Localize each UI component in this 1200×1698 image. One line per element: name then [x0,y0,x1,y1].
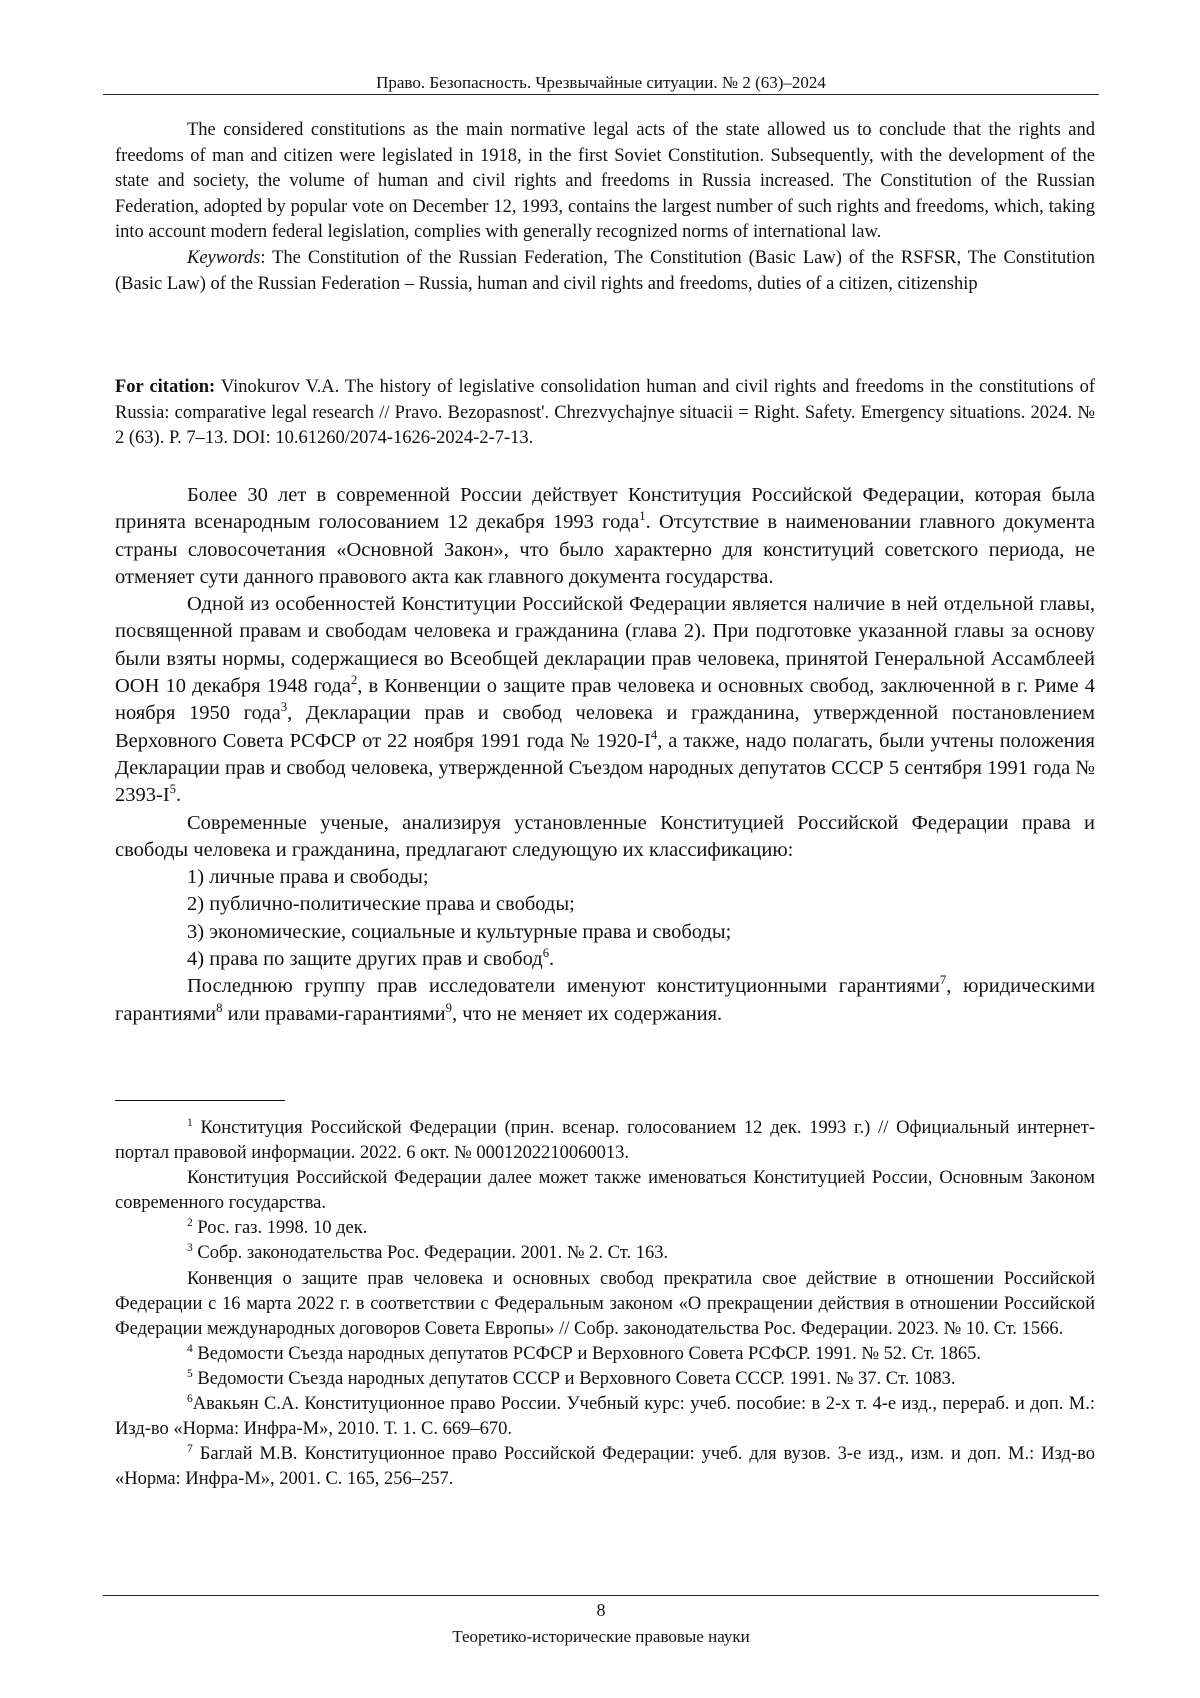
footnote-number: 5 [187,1367,193,1380]
list-item: 3) экономические, социальные и культурные права и свободы; [187,920,732,943]
footnote-number: 6 [187,1392,193,1405]
running-footer: Теоретико-исторические правовые науки [452,1627,750,1646]
footnote-4 [115,1342,1095,1367]
citation-paragraph [115,375,1095,452]
citation-label: For citation: [115,377,216,397]
footnote-text: Ведомости Съезда народных депутатов СССР и Верховного Совета СССР. 1991. № 37. Ст. 1083. [192,1368,956,1389]
list-item [115,946,1095,973]
footnote-text: Рос. газ. 1998. 10 дек. [192,1218,368,1239]
footnote-1 [115,1116,1095,1166]
footnote-text: Конституция Российской Федерации (прин. всенар. голосованием 12 дек. 1993 г.) // Официальный интернет-портал правовой информации. 2022. 6 окт. № 0001202210060013. [115,1118,1095,1164]
body-text: Более 30 лет в современной России действует Конституция Российской Федерации, которая была принята всенародным голосованием 12 декабря 1993 года [115,484,1095,534]
footnote-ref-9: 9 [445,1000,453,1015]
footnote-text: Собр. законодательства Рос. Федерации. 2001. № 2. Ст. 163. [192,1243,669,1264]
footnote-number: 2 [187,1217,193,1230]
body-paragraph-1 [115,482,1095,591]
page-number: 8 [596,1600,606,1620]
footnote-3 [115,1241,1095,1266]
footer-rule [103,1595,1099,1596]
footnote-number: 4 [187,1342,193,1355]
footnote-ref-8: 8 [216,1000,223,1015]
body-text: 4) права по защите других прав и свобод [187,948,543,971]
article-body [115,482,1095,1028]
body-text: . [549,948,555,971]
footnote-ref-6: 6 [542,946,550,961]
list-item: 1) личные права и свободы; [187,866,429,889]
footnote-ref-7: 7 [939,973,947,988]
body-text: . Отсутствие в наименовании главного документа страны словосочетания «Основной Закон», что было характерно для конституций советского периода, не отменяет сути данного правового акта как главного документа государства. [115,511,1096,588]
footnote-number: 3 [187,1242,193,1255]
footnote-2 [115,1216,1095,1241]
footnotes-section [115,1116,1095,1492]
footnote-7 [115,1442,1095,1492]
body-paragraph-3: Современные ученые, анализируя установленные Конституцией Российской Федерации права и свободы человека и гражданина, предлагают следующую их классификацию: [115,811,1095,861]
abstract-section [115,118,1095,297]
footnote-number: 7 [187,1443,193,1456]
footnote-5 [115,1367,1095,1392]
footnote-ref-3: 3 [280,700,288,715]
footnote-text: Баглай М.В. Конституционное право Российской Федерации: учеб. для вузов. 3-е изд., изм. и доп. М.: Изд-во «Норма: Инфра-М», 2001. С. 165, 256–257. [115,1444,1095,1490]
body-paragraph-2 [115,591,1095,809]
footnote-ref-2: 2 [350,673,358,688]
footnote-ref-1: 1 [639,509,646,524]
body-text: , что не меняет их содержания. [452,1002,723,1025]
list-item: 2) публично-политические права и свободы; [187,893,575,916]
footnote-1-continued: Конституция Российской Федерации далее может также именоваться Конституцией России, Основным Законом современного государства. [115,1168,1095,1214]
body-text: Одной из особенностей Конституции Российской Федерации является наличие в ней отдельной главы, посвященной правам и свободам человека и гражданина (глава 2). При подготовке указанной главы за основу были взяты нормы, содержащиеся во Всеобщей декларации прав человека, принятой Генеральной Ассамблеей ООН 10 декабря 1948 года [115,593,1095,698]
keywords-text: : The Constitution of the Russian Federation, The Constitution (Basic Law) of the RSFSR, The Constitution (Basic Law) of the Russian Federation – Russia, human and civil rights and freedoms, duties of a citizen, citizenship [115,247,1095,294]
footnote-ref-4: 4 [650,727,658,742]
keywords-label: Keywords [187,247,261,268]
abstract-paragraph: The considered constitutions as the main normative legal acts of the state allowed us to conclude that the rights and freedoms of man and citizen were legislated in 1918, in the first Soviet Constitution. Subsequently, with the development of the state and society, the volume of human and civil rights and freedoms in Russia increased. The Constitution of the Russian Federation, adopted by popular vote on December 12, 1993, contains the largest number of such rights and freedoms, which, taking into account modern federal legislation, complies with generally recognized norms of international law. [115,120,1095,243]
footnote-3-continued: Конвенция о защите прав человека и основных свобод прекратила свое действие в отношении Российской Федерации с 16 марта 2022 г. в соответствии с Федеральным законом «О прекращении действия в отношении Российской Федерации международных договоров Совета Европы» // Собр. законодательства Рос. Федерации. 2023. № 10. Ст. 1566. [115,1268,1095,1339]
citation-text: Vinokurov V.A. The history of legislative consolidation human and civil rights and freedoms in the constitutions of Russia: comparative legal research // Pravo. Bezopasnost'. Chrezvychajnye situacii = Right. Safety. Emergency situations. 2024. № 2 (63). P. 7–13. DOI: 10.61260/2074-1626-2024-2-7-13. [115,377,1095,449]
body-text: , а также, надо полагать, были учтены положения Декларации прав и свобод человека, утвержденной Съездом народных депутатов СССР 5 сентября 1991 года № 2393-I [115,729,1095,807]
body-text: , юридическими гарантиями [115,975,1095,1025]
footnote-text: Ведомости Съезда народных депутатов РСФСР и Верховного Совета РСФСР. 1991. № 52. Ст. 1865. [192,1343,982,1364]
body-text: или правами-гарантиями [222,1002,446,1025]
body-paragraph-4 [115,973,1095,1028]
footnote-6 [115,1392,1095,1442]
body-text: Последнюю группу прав исследователи именуют конституционными гарантиями [187,975,940,998]
running-header: Право. Безопасность. Чрезвычайные ситуации. № 2 (63)–2024 [376,73,826,92]
footnote-separator [115,1100,285,1101]
header-rule [103,94,1099,95]
body-text: , Декларации прав и свобод человека и гражданина, утвержденной постановлением Верховного Совета РСФСР от 22 ноября 1991 года № 1920-I [115,702,1095,752]
footnote-number: 1 [187,1116,193,1129]
footnote-text: Авакьян С.А. Конституционное право России. Учебный курс: учеб. пособие: в 2-х т. 4-е изд., перераб. и доп. М.: Изд-во «Норма: Инфра-М», 2010. Т. 1. С. 669–670. [115,1394,1095,1440]
body-text: , в Конвенции о защите прав человека и основных свобод, заключенной в г. Риме 4 ноября 1950 года [115,675,1095,725]
footnote-ref-5: 5 [169,782,177,797]
keywords-paragraph [115,246,1095,297]
body-text: . [176,784,182,807]
